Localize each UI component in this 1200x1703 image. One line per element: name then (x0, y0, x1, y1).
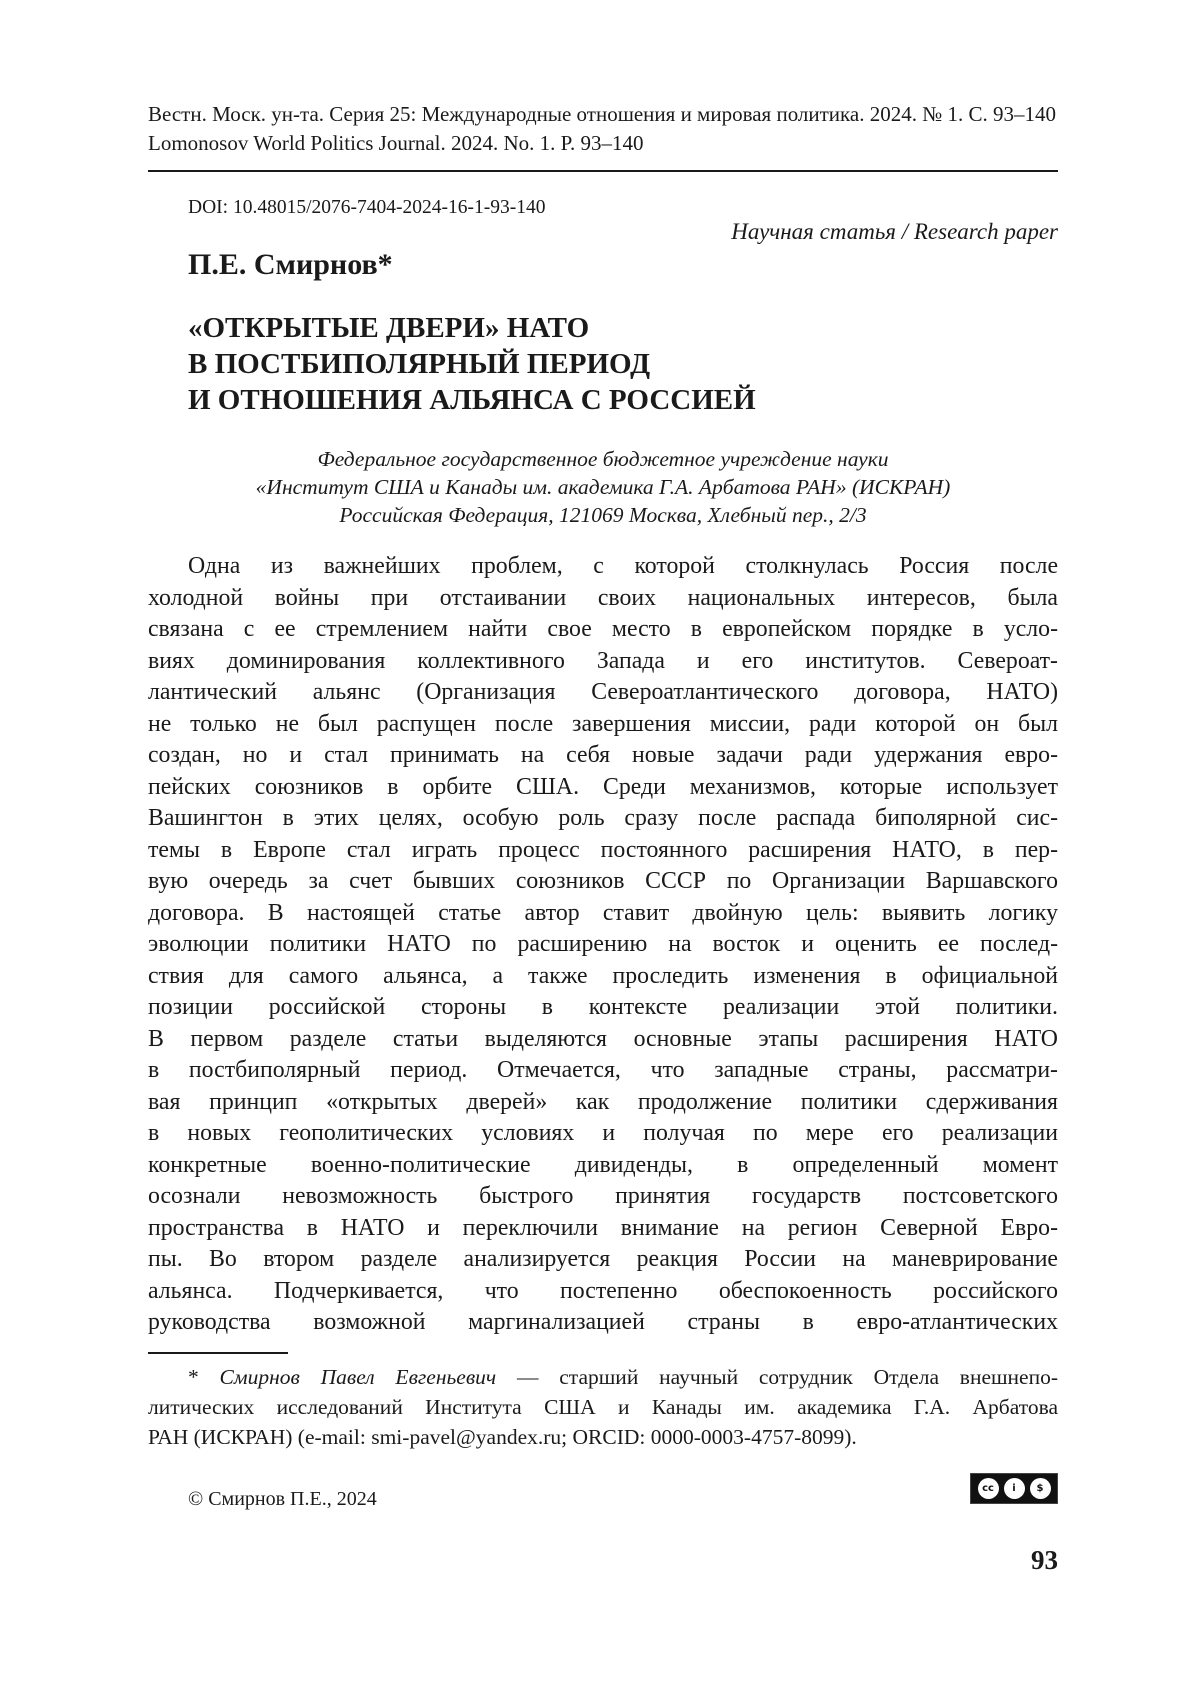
abstract-line: договора. В настоящей статье автор ставит двойную цель: выявить логику (148, 899, 1058, 926)
footnote-author-name: Смирнов Павел Евгеньевич (219, 1365, 497, 1389)
copyright: © Смирнов П.Е., 2024 (188, 1488, 377, 1510)
abstract-line: позиции российской стороны в контексте реализации этой политики. (148, 994, 1058, 1020)
footnote-text: — старший научный сотрудник Отдела внешнепо- (496, 1365, 1059, 1389)
affiliation (148, 445, 1058, 529)
cc-license-badge[interactable] (970, 1473, 1058, 1504)
journal-header (148, 100, 1058, 158)
abstract-line: не только не был распущен после завершения миссии, ради которой он был (148, 710, 1058, 737)
header-rule (148, 170, 1058, 172)
abstract-line: пы. Во втором разделе анализируется реакция России на маневрирование (148, 1246, 1058, 1272)
footnote-rule (148, 1352, 288, 1354)
author-name: П.Е. Смирнов* (188, 248, 393, 281)
abstract-line: осознали невозможность быстрого принятия государств постсоветского (148, 1183, 1058, 1209)
abstract-line: темы в Европе стал играть процесс постоянного расширения НАТО, в пер- (148, 836, 1058, 863)
abstract-line: лантический альянс (Организация Североатлантического договора, НАТО) (148, 679, 1058, 705)
abstract-line: конкретные военно-политические дивиденды, в определенный момент (148, 1151, 1058, 1178)
abstract-line: ствия для самого альянса, а также проследить изменения в официальной (148, 962, 1058, 989)
abstract-line: вая принцип «открытых дверей» как продолжение политики сдерживания (148, 1088, 1058, 1115)
abstract-line: Вашингтон в этих целях, особую роль сразу после распада биполярной сис- (148, 805, 1058, 831)
footnote-line (148, 1362, 1058, 1392)
abstract-line: создан, но и стал принимать на себя новые задачи ради удержания евро- (148, 742, 1058, 768)
abstract-line: пространства в НАТО и переключили внимание на регион Северной Евро- (148, 1214, 1058, 1241)
article-type: Научная статья / Research paper (731, 219, 1058, 244)
abstract-line: виях доминирования коллективного Запада и его институтов. Североат- (148, 647, 1058, 674)
noncommercial-icon: $ (1030, 1478, 1051, 1499)
journal-citation-en: Lomonosov World Politics Journal. 2024. No. 1. P. 93–140 (148, 131, 644, 155)
affiliation-line: Российская Федерация, 121069 Москва, Хлебный пер., 2/3 (339, 503, 867, 527)
footnote-line: РАН (ИСКРАН) (e-mail: smi-pavel@yandex.ru; ORCID: 0000-0003-4757-8099). (148, 1425, 857, 1449)
abstract-line: руководства возможной маргинализацией страны в евро-атлантических (148, 1309, 1058, 1335)
abstract-line: в постбиполярный период. Отмечается, что западные страны, рассматри- (148, 1057, 1058, 1083)
affiliation-line: «Институт США и Канады им. академика Г.А. Арбатова РАН» (ИСКРАН) (255, 475, 951, 499)
attribution-icon: i (1004, 1478, 1025, 1499)
title-line: «ОТКРЫТЫЕ ДВЕРИ» НАТО (188, 312, 590, 344)
abstract-line: холодной войны при отстаивании своих национальных интересов, была (148, 584, 1058, 611)
abstract-line: вую очередь за счет бывших союзников СССР по Организации Варшавского (148, 868, 1058, 894)
page-number: 93 (1031, 1545, 1058, 1575)
footnote-marker: * (188, 1365, 220, 1389)
abstract-line: Одна из важнейших проблем, с которой столкнулась Россия после (188, 553, 1058, 579)
abstract-line: В первом разделе статьи выделяются основные этапы расширения НАТО (148, 1025, 1058, 1052)
abstract-line: альянса. Подчеркивается, что постепенно обеспокоенность российского (148, 1277, 1058, 1304)
abstract-line: пейских союзников в орбите США. Среди механизмов, которые использует (148, 773, 1058, 800)
abstract-line: связана с ее стремлением найти свое место в европейском порядке в усло- (148, 616, 1058, 642)
title-line: В ПОСТБИПОЛЯРНЫЙ ПЕРИОД (188, 348, 651, 380)
footnote-line: литических исследований Института США и Канады им. академика Г.А. Арбатова (148, 1395, 1058, 1419)
doi: DOI: 10.48015/2076-7404-2024-16-1-93-140 (188, 197, 546, 218)
cc-icon: cc (978, 1478, 999, 1499)
abstract-line: эволюции политики НАТО по расширению на восток и оценить ее послед- (148, 931, 1058, 957)
journal-citation-ru: Вестн. Моск. ун-та. Серия 25: Международные отношения и мировая политика. 2024. № 1. С. 93–140 (148, 102, 1057, 126)
author-footnote (148, 1362, 1058, 1452)
article-title (188, 310, 756, 418)
title-line: И ОТНОШЕНИЯ АЛЬЯНСА С РОССИЕЙ (188, 384, 756, 416)
abstract (148, 551, 1058, 1339)
page (148, 0, 1058, 1703)
affiliation-line: Федеральное государственное бюджетное учреждение науки (317, 447, 889, 471)
abstract-line: в новых геополитических условиях и получая по мере его реализации (148, 1120, 1058, 1146)
